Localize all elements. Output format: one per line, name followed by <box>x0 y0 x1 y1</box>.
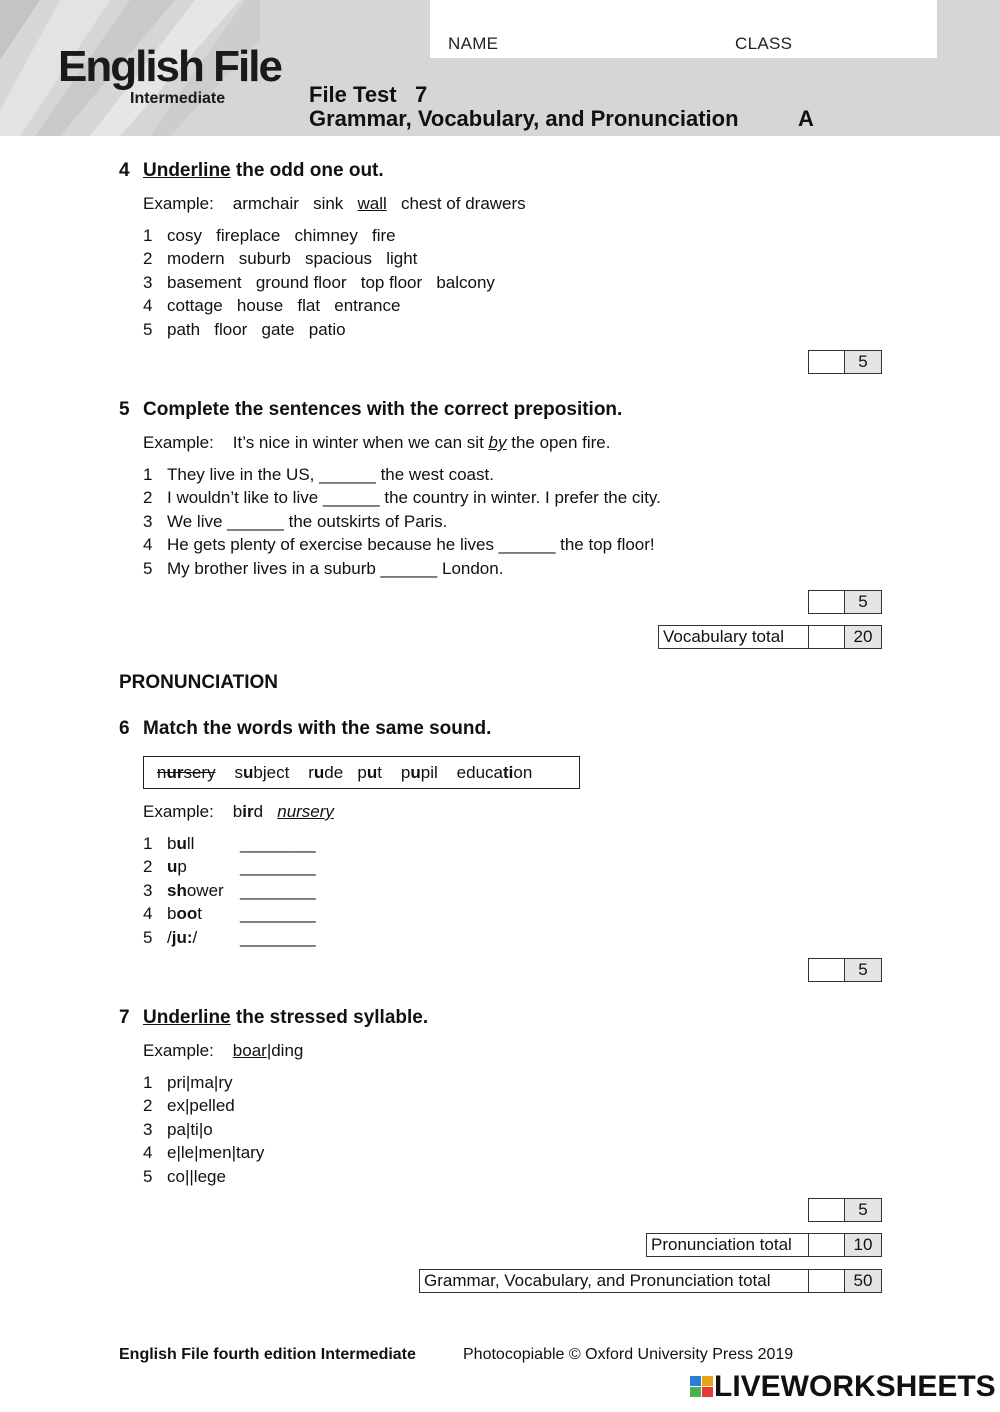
word-put: put <box>357 763 382 782</box>
q7-item[interactable]: 2 ex|pelled <box>143 1096 235 1115</box>
q4-item[interactable]: 3 basement ground floor top floor balcony <box>143 273 495 292</box>
answer-blank: ________ <box>240 857 316 876</box>
vocabulary-total-box <box>808 626 880 648</box>
q5-heading: 5 Complete the sentences with the correct preposition. <box>119 399 623 420</box>
answer-blank: ________ <box>240 904 316 923</box>
answer-blank: ________ <box>240 834 316 853</box>
section-heading-pronunciation: PRONUNCIATION <box>119 672 279 693</box>
q5-item[interactable]: 3 We live ______ the outskirts of Paris. <box>143 512 448 531</box>
score-input-cell[interactable] <box>808 1198 846 1222</box>
name-label: NAME <box>448 34 499 53</box>
answer-blank: ________ <box>240 928 316 947</box>
q6-item[interactable]: 1 bull ________ <box>143 834 316 853</box>
q4-heading: 4 Underline the odd one out. <box>119 160 384 181</box>
q7-item[interactable]: 1 pri|ma|ry <box>143 1073 233 1092</box>
q4-item[interactable]: 4 cottage house flat entrance <box>143 296 401 315</box>
score-input-cell[interactable] <box>808 958 846 982</box>
answer-blank: ________ <box>240 881 316 900</box>
q6-score-box <box>808 959 880 981</box>
q4-example: Example: armchair sink wall chest of drawers <box>143 194 526 213</box>
score-max: 10 <box>844 1233 882 1257</box>
score-max: 5 <box>844 350 882 374</box>
word-box <box>143 756 580 789</box>
score-max: 20 <box>844 625 882 649</box>
test-title: Grammar, Vocabulary, and Pronunciation <box>309 106 739 131</box>
name-class-box <box>430 0 937 58</box>
test-number: 7 <box>414 82 428 107</box>
q7-item[interactable]: 4 e|le|men|tary <box>143 1143 265 1162</box>
q5-item[interactable]: 5 My brother lives in a suburb ______ London. <box>143 559 504 578</box>
q7-example: Example: boar|ding <box>143 1041 304 1060</box>
q5-item[interactable]: 2 I wouldn’t like to live ______ the country in winter. I prefer the city. <box>143 488 661 507</box>
q4-item[interactable]: 2 modern suburb spacious light <box>143 249 418 268</box>
pronunciation-total-box <box>808 1234 880 1256</box>
q4-score-box <box>808 351 880 373</box>
q5-item[interactable]: 4 He gets plenty of exercise because he lives ______ the top floor! <box>143 535 655 554</box>
score-input-cell[interactable] <box>808 350 846 374</box>
q7-score-box <box>808 1199 880 1221</box>
q5-example: Example: It’s nice in winter when we can sit by the open fire. <box>143 433 611 452</box>
q4-item[interactable]: 5 path floor gate patio <box>143 320 346 339</box>
grand-total-label: Grammar, Vocabulary, and Pronunciation total <box>419 1269 809 1293</box>
word-subject: subject <box>234 763 290 782</box>
class-label: CLASS <box>735 34 793 53</box>
q7-heading: 7 Underline the stressed syllable. <box>119 1007 429 1028</box>
q7-item[interactable]: 5 co||lege <box>143 1167 226 1186</box>
q5-item[interactable]: 1 They live in the US, ______ the west coast. <box>143 465 494 484</box>
q6-item[interactable]: 3 shower ________ <box>143 881 316 900</box>
brand-subtitle: Intermediate <box>130 90 226 107</box>
footer-book-title: English File fourth edition Intermediate <box>119 1346 416 1363</box>
q4-item[interactable]: 1 cosy fireplace chimney fire <box>143 226 396 245</box>
score-max: 5 <box>844 958 882 982</box>
q6-item[interactable]: 2 up ________ <box>143 857 316 876</box>
grand-total-box <box>808 1270 880 1292</box>
liveworksheets-watermark: LIVEWORKSHEETS <box>690 1370 996 1404</box>
word-education: education <box>456 763 533 782</box>
score-max: 5 <box>844 590 882 614</box>
test-label: File Test <box>309 82 397 107</box>
score-input-cell[interactable] <box>808 1233 846 1257</box>
word-rude: rude <box>308 763 344 782</box>
test-heading <box>309 82 427 108</box>
score-input-cell[interactable] <box>808 590 846 614</box>
q6-item[interactable]: 5 /ju:/ ________ <box>143 928 316 947</box>
pronunciation-total-label: Pronunciation total <box>646 1233 809 1257</box>
liveworksheets-logo-icon <box>690 1376 714 1398</box>
page-header <box>0 0 1000 136</box>
q5-score-box <box>808 591 880 613</box>
test-version: A <box>798 106 814 131</box>
q6-example: Example: bird nursery <box>143 802 334 821</box>
score-input-cell[interactable] <box>808 625 846 649</box>
brand-logo: English File <box>58 42 281 91</box>
q7-item[interactable]: 3 pa|ti|o <box>143 1120 213 1139</box>
score-max: 5 <box>844 1198 882 1222</box>
score-max: 50 <box>844 1269 882 1293</box>
q6-item[interactable]: 4 boot ________ <box>143 904 316 923</box>
q6-heading: 6 Match the words with the same sound. <box>119 718 492 739</box>
word-pupil: pupil <box>400 763 438 782</box>
word-nursery: nursery <box>157 763 216 782</box>
score-input-cell[interactable] <box>808 1269 846 1293</box>
vocabulary-total-label: Vocabulary total <box>658 625 809 649</box>
footer-copyright: Photocopiable © Oxford University Press 2019 <box>463 1346 794 1363</box>
